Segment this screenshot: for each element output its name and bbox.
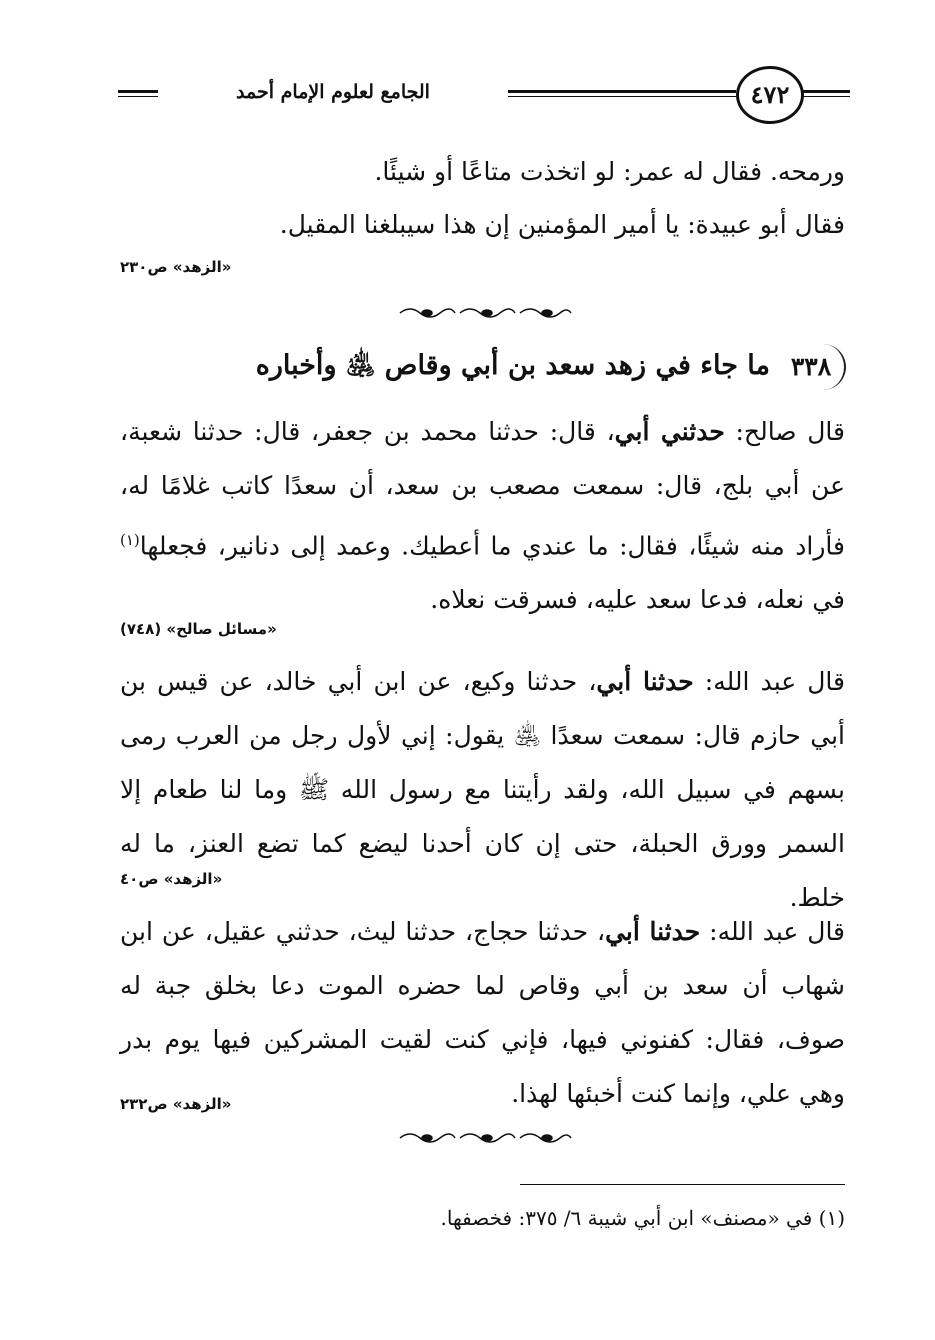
source-citation: «مسائل صالح» (٧٤٨) — [120, 620, 277, 638]
ornament-divider — [395, 1128, 575, 1148]
paragraph-lead: قال عبد الله: — [693, 667, 845, 696]
paragraph-lead: قال عبد الله: — [700, 917, 846, 946]
running-title: الجامع لعلوم الإمام أحمد — [158, 76, 508, 108]
paragraph-bold: حدثني أبي — [614, 417, 725, 446]
paragraph-bold: حدثنا أبي — [605, 917, 701, 946]
paragraph-bold: حدثنا أبي — [596, 667, 694, 696]
paragraph — [120, 905, 845, 1121]
paragraph-lead: قال صالح: — [724, 417, 845, 446]
paragraph-text: ، حدثنا حجاج، حدثنا ليث، حدثني عقيل، عن ابن شهاب أن سعد بن أبي وقاص لما حضره الموت دعا بخلق جبة له صوف، فقال: كفنوني فيها، فإني كنت لقيت المشركين فيها يوم بدر وهي علي، وإنما كنت أخبئها لهذا. — [120, 917, 845, 1108]
page-header — [118, 62, 850, 122]
page-number: ٤٧٢ — [736, 66, 804, 124]
header-rule — [803, 90, 850, 93]
text-line: فقال أبو عبيدة: يا أمير المؤمنين إن هذا سيبلغنا المقيل. — [279, 210, 845, 239]
source-citation: «الزهد» ص٢٣٠ — [120, 258, 232, 276]
chapter-title: ما جاء في زهد سعد بن أبي وقاص ﵁ وأخباره — [255, 350, 770, 381]
text-line: ورمحه. فقال له عمر: لو اتخذت متاعًا أو شيئًا. — [374, 157, 845, 186]
footnote-rule — [520, 1184, 845, 1185]
chapter-number: ٣٣٨ — [778, 344, 846, 390]
paragraph-text: ، قال: حدثنا محمد بن جعفر، قال: حدثنا شعبة، عن أبي بلج، قال: سمعت مصعب بن سعد، أن سعدًا كاتب غلامًا له، فأراد منه شيئًا، فقال: ما عندي ما أعطيك. وعمد إلى دنانير، فجعلها — [120, 417, 845, 561]
ornament-divider — [395, 303, 575, 323]
paragraph-text: ، حدثنا وكيع، عن ابن أبي خالد، عن قيس بن أبي حازم قال: سمعت سعدًا ﵁ يقول: إني لأول رجل من العرب رمى بسهم في سبيل الله، ولقد رأيتنا مع رسول الله ﷺ وما لنا طعام إلا السمر وورق الحبلة، حتى إن كان أحدنا ليضع كما تضع العنز، ما له خلط. — [120, 667, 845, 912]
paragraph-tail: في نعله، فدعا سعد عليه، فسرقت نعلاه. — [430, 585, 845, 615]
paragraph — [120, 405, 845, 627]
footnote-ref: (١) — [120, 531, 140, 549]
footnote: (١) في «مصنف» ابن أبي شيبة ٦/ ٣٧٥: فخصفها. — [440, 1206, 845, 1230]
source-citation: «الزهد» ص٢٣٢ — [120, 1095, 232, 1113]
header-rule — [803, 96, 850, 97]
source-citation: «الزهد» ص٤٠ — [120, 870, 223, 888]
